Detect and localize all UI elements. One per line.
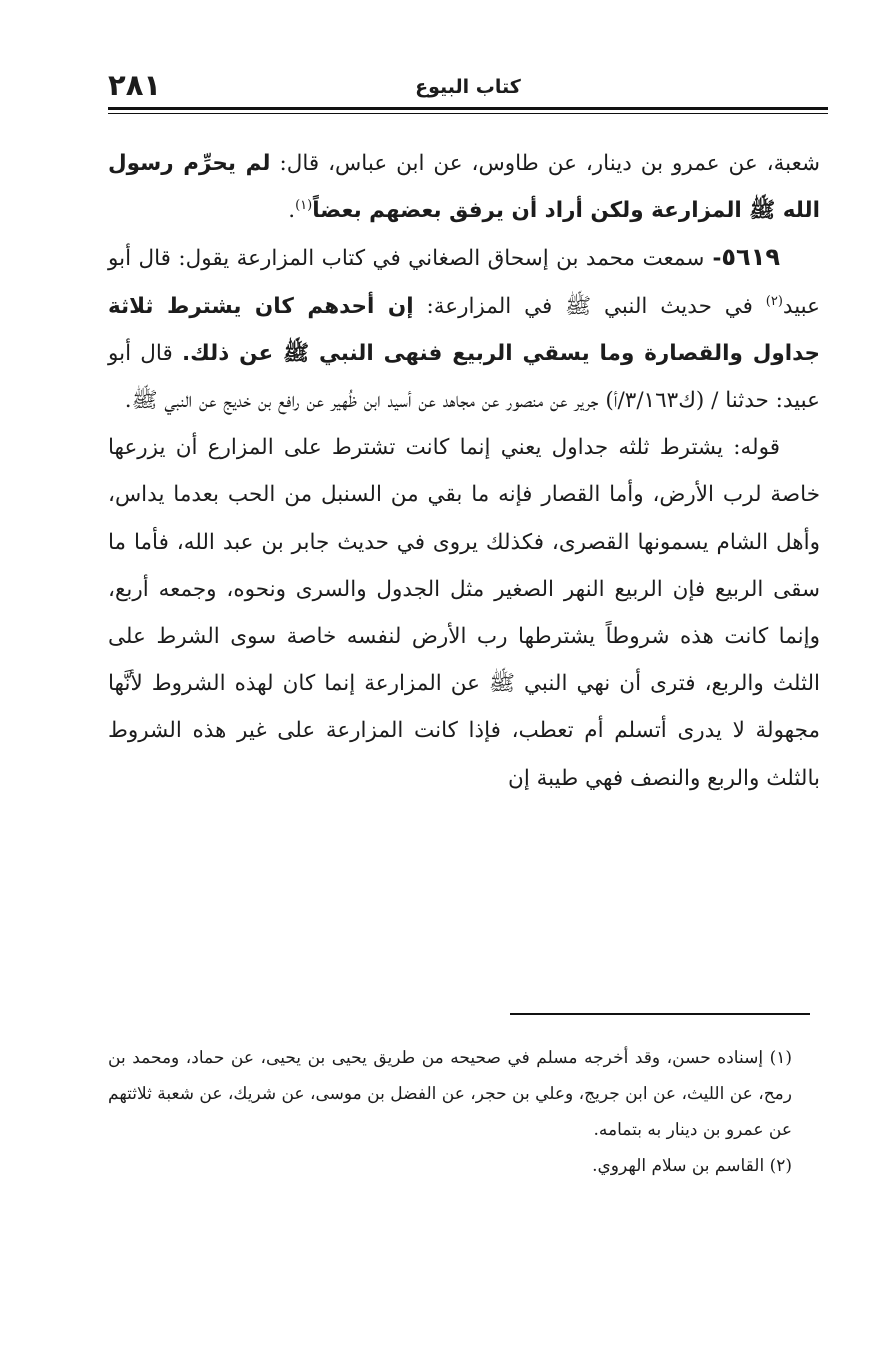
header-rule-thin: [108, 113, 828, 114]
paragraph-1: [108, 140, 820, 234]
hadith-number: ٥٦١٩: [721, 243, 780, 272]
paragraph-1-end: .: [288, 198, 296, 224]
hadith-text-2: إن أحدهم كان يشترط ثلاثة جداول والقصارة وما يسقي الربيع فنهى النبي ﷺ عن ذلك.: [108, 293, 820, 366]
footnote-1: (١) إسناده حسن، وقد أخرجه مسلم في صحيحه من طريق يحيى بن يحيى، عن حماد، ومحمد بن رمح، عن الليث، عن ابن جريج، وعلي بن حجر، عن الفضل بن موسى، عن شريك، عن شعبة ثلاثتهم عن عمرو بن دينار به بتمامه.: [108, 1048, 792, 1140]
running-title: كتاب البيوع: [415, 76, 521, 98]
footnotes: [108, 1040, 820, 1184]
paragraph-3: قوله: يشترط ثلثه جداول يعني إنما كانت تشترط على المزارع أن يزرعها خاصة لرب الأرض، وأما القصار فإنه ما بقي من السنبل من الحب بعدما يداس، وأهل الشام يسمونها القصرى، فكذلك يروى في حديث جابر بن عبد الله، فأما ما سقى الربيع فإن الربيع النهر الصغير مثل الجدول والسرى ونحوه، وجمعه أربع، وإنما كانت هذه شروطاً يشترطها رب الأرض لنفسه خاصة سوى الشرط على الثلث والربع، فترى أن نهي النبي ﷺ عن المزارعة إنما كان لهذه الشروط لأنَّها مجهولة لا يدرى أتسلم أم تعطب، فإذا كانت المزارعة على غير هذه الشروط بالثلث والربع والنصف فهي طيبة إن: [108, 435, 820, 791]
paragraph-2: [108, 234, 820, 424]
main-text: [108, 140, 820, 802]
page-header: [108, 68, 828, 124]
hadith-dash: -: [704, 246, 722, 272]
footnote-ref-1: (١): [295, 198, 313, 214]
footnote-ref-2: (٢): [765, 293, 783, 309]
footnote-2: (٢) القاسم بن سلام الهروي.: [592, 1156, 792, 1176]
paragraph-2-chain: قال أبو عبيد: حدثنا / (ك٣/١٦٣/أ) جرير عن منصور عن مجاهد عن أسيد ابن ظُهير عن رافع بن خديج عن النبي ﷺ.: [108, 340, 820, 414]
page-number: ٢٨١: [108, 68, 162, 102]
narration-chain: شعبة، عن عمرو بن دينار، عن طاوس، عن ابن عباس، قال:: [270, 151, 820, 176]
paragraph-2-mid: في حديث النبي ﷺ في المزارعة:: [413, 293, 766, 319]
hadith-text: لم يحرِّم رسول الله ﷺ المزارعة ولكن أراد أن يرفق بعضهم بعضاً: [108, 151, 820, 224]
paragraph-2-intro: سمعت محمد بن إسحاق الصغاني في كتاب المزارعة يقول: قال أبو عبيد: [108, 246, 820, 319]
footnote-separator: [510, 1013, 810, 1015]
header-rule-thick: [108, 107, 828, 110]
